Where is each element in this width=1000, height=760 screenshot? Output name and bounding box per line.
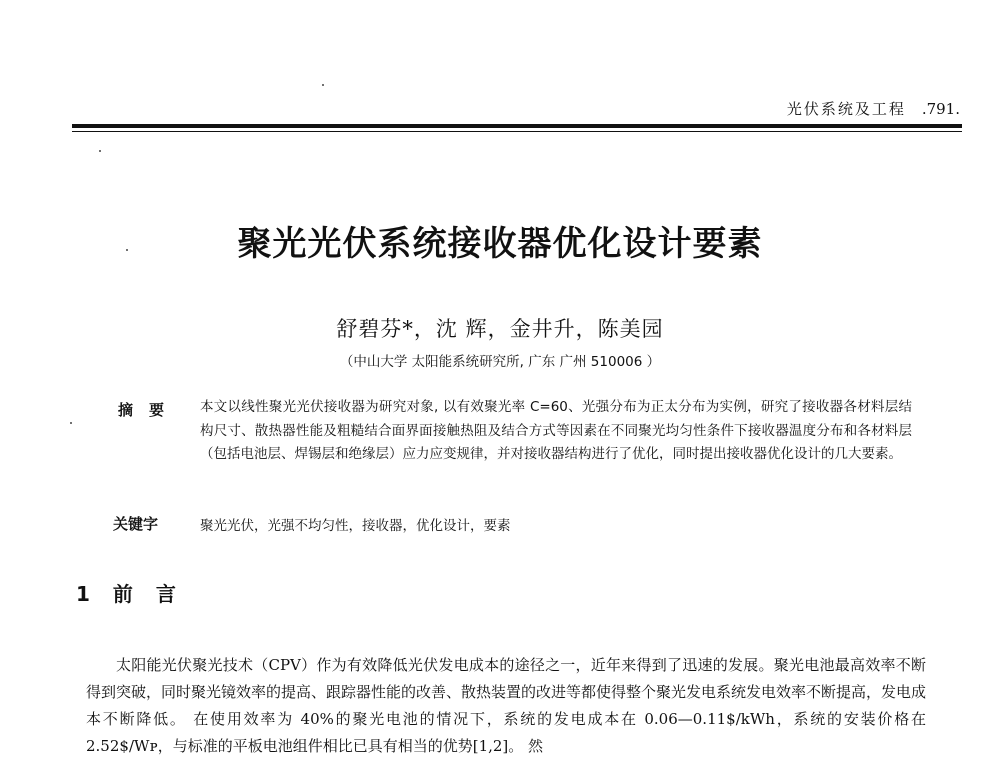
section-heading: 1 前 言 [76, 582, 184, 606]
keywords-text: 聚光光伏，光强不均匀性，接收器，优化设计，要素 [200, 518, 511, 534]
paper-title: 聚光光伏系统接收器优化设计要素 [237, 224, 763, 264]
keywords-label: 关键字 [113, 515, 159, 533]
header-rule-thin [72, 131, 962, 132]
section-body: 太阳能光伏聚光技术（CPV）作为有效降低光伏发电成本的途径之一，近年来得到了迅速的发展。聚光电池最高效率不断得到突破，同时聚光镜效率的提高、跟踪器性能的改善、散热装置的改进等都使得整个聚光发电系统发电效率不断提高，发电成本不断降低。 在使用效率为 40%的聚光电池的情况下，系统的发电成本在 0.06—0.11$/kWh，系统的安装价格在 2.52$/Wᴘ，与标准的平板电池组件相比已具有相当的优势[1,2]。 然 [86, 656, 927, 755]
journal-section-name: 光伏系统及工程 [786, 100, 906, 118]
header-rule-thick [72, 124, 962, 128]
affiliation: （中山大学 太阳能系统研究所, 广东 广州 510006 ） [339, 354, 661, 370]
scan-speck [70, 422, 72, 424]
page-number: .791. [921, 100, 960, 118]
abstract-text: 本文以线性聚光光伏接收器为研究对象, 以有效聚光率 C=60、光强分布为正太分布为实例，研究了接收器各材料层结构尺寸、散热器性能及粗糙结合面界面接触热阻及结合方式等因素在不同聚光均匀性条件下接收器温度分布和各材料层（包括电池层、焊锡层和绝缘层）应力应变规律，并对接收器结构进行了优化，同时提出接收器优化设计的几大要素。 [200, 399, 912, 462]
abstract-label: 摘要 [118, 401, 181, 419]
running-header [787, 98, 960, 119]
author-list: 舒碧芬*，沈 辉，金井升，陈美园 [336, 317, 664, 341]
scan-speck [99, 150, 101, 152]
scan-speck [322, 84, 324, 86]
